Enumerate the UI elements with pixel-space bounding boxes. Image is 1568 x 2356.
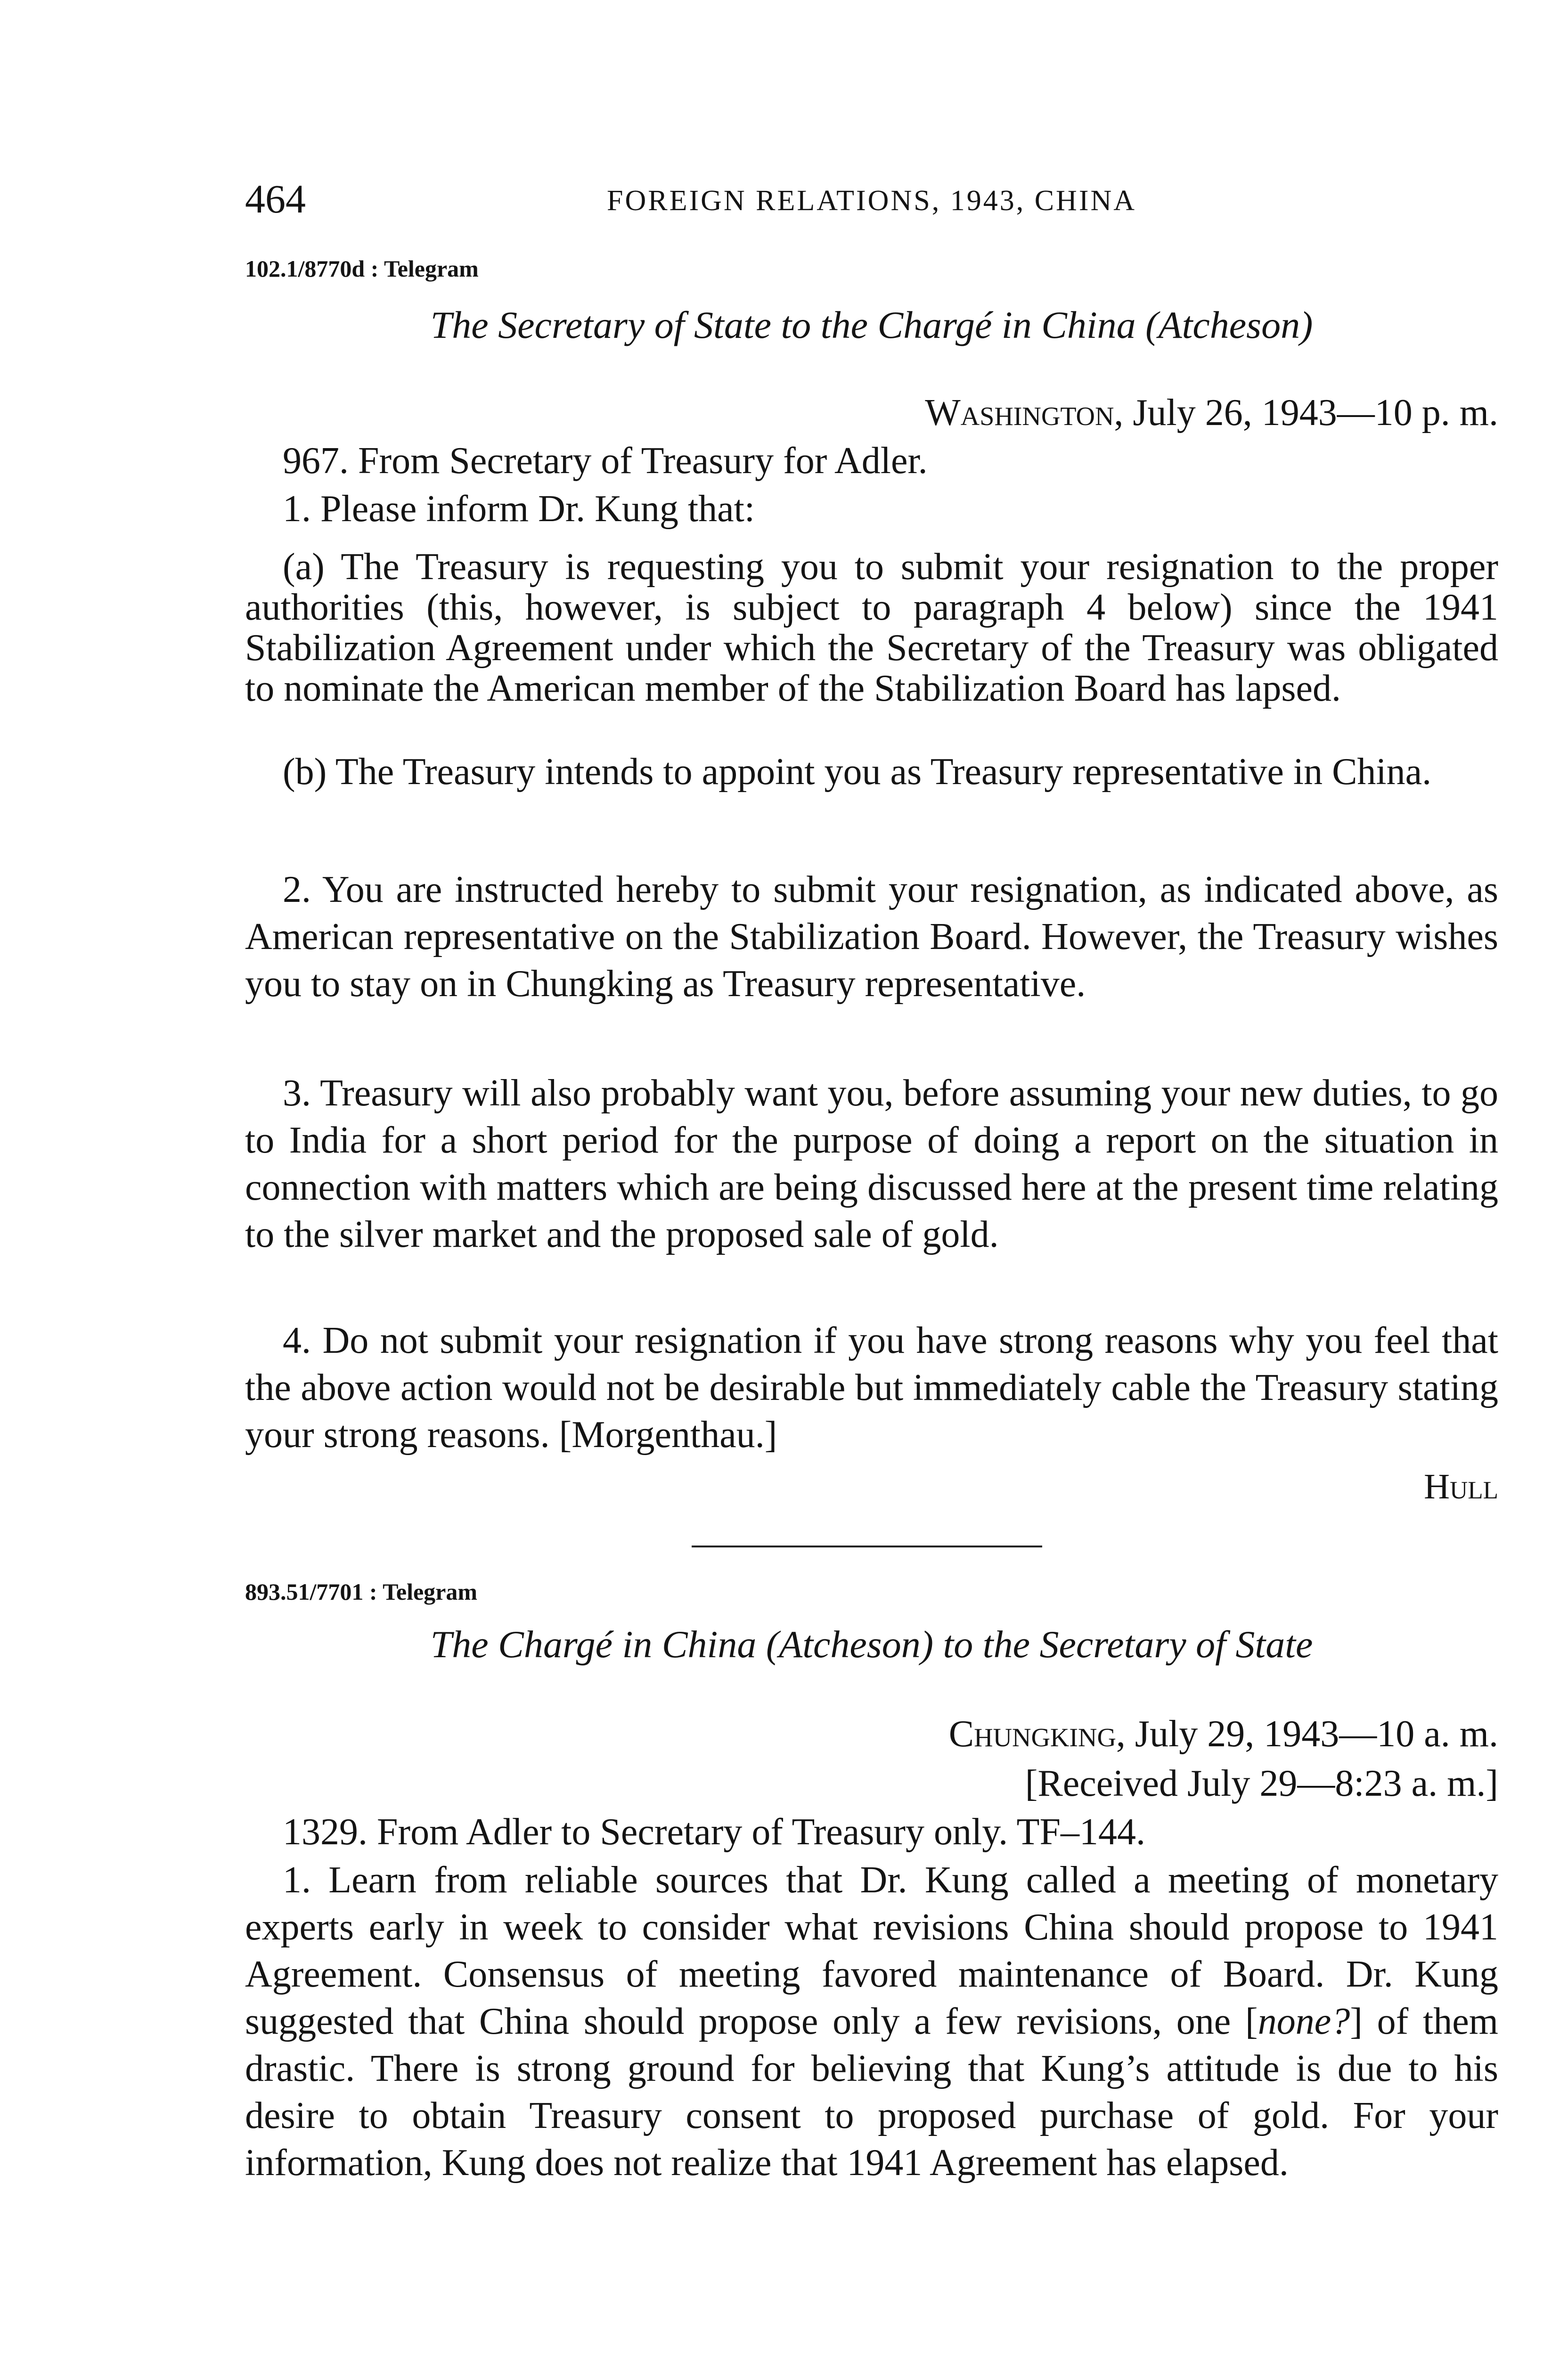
dateline [925, 389, 1498, 436]
document-reference: 893.51/7701 : Telegram [245, 1579, 478, 1605]
paragraph-1a: (a) The Treasury is requesting you to submit your resignation to the proper authorities (this, however, is subject to paragraph 4 below) since the 1941 Stabilization Agreement under which the Secretary of the Treasury was obligated to nominate the American member of the Stabilization Board has lapsed. [245, 546, 1498, 709]
telegram-number-line: 967. From Secretary of Treasury for Adler. [283, 440, 928, 482]
document-title: The Chargé in China (Atcheson) to the Secretary of State [430, 1623, 1313, 1666]
dateline [949, 1710, 1498, 1758]
dateline-place: Washington [925, 392, 1114, 434]
paragraph-1-text-continued: ] of them drastic. There is strong ground for believing that Kung’s attitude is due to his desire to obtain Treasury consent to proposed purchase of gold. For your information, Kung does not realize that 1941 Agreement has elapsed. [245, 2001, 1499, 2184]
document-title: The Secretary of State to the Chargé in China (Atcheson) [430, 303, 1313, 346]
paragraph-1-text: 1. Learn from reliable sources that Dr. Kung called a meeting of monetary experts early in week to consider what revisions China should propose to 1941 Agreement. Consensus of meeting favored maintenance of Board. Dr. Kung suggested that China should propose only a few revisions, one [ [245, 1859, 1498, 2042]
paragraph-1: 1. Please inform Dr. Kung that: [283, 488, 755, 530]
dateline-place: Chungking [948, 1713, 1116, 1755]
paragraph-4: 4. Do not submit your resignation if you have strong reasons why you feel that the above action would not be desirable but immediately cable the Treasury stating your strong reasons. [Morgenthau.] [245, 1320, 1498, 1456]
page-number: 464 [245, 176, 306, 221]
paragraph-3: 3. Treasury will also probably want you, before assuming your new duties, to go to India for a short period for the purpose of doing a report on the situation in connection with matters which are being discussed here at the present time relating to the silver market and the proposed sale of gold. [245, 1072, 1498, 1255]
signature: Hull [1424, 1467, 1498, 1506]
paragraph-2: 2. You are instructed hereby to submit your resignation, as indicated above, as American representative on the Stabilization Board. However, the Treasury wishes you to stay on in Chungking as Treasury representative. [245, 869, 1498, 1005]
received-line: [Received July 29—8:23 a. m.] [1025, 1763, 1498, 1804]
dateline-date: , July 29, 1943—10 a. m. [1116, 1713, 1498, 1755]
telegram-number-line: 1329. From Adler to Secretary of Treasury only. TF–144. [283, 1811, 1145, 1853]
dateline-date: , July 26, 1943—10 p. m. [1114, 392, 1498, 434]
editorial-note: none? [1258, 2001, 1350, 2042]
running-head: FOREIGN RELATIONS, 1943, CHINA [606, 185, 1137, 217]
paragraph-1b: (b) The Treasury intends to appoint you as Treasury representative in China. [283, 751, 1432, 793]
document-reference: 102.1/8770d : Telegram [245, 255, 479, 282]
section-divider [692, 1546, 1042, 1547]
paragraph-1 [245, 1857, 1498, 2186]
page-header [245, 175, 1498, 227]
